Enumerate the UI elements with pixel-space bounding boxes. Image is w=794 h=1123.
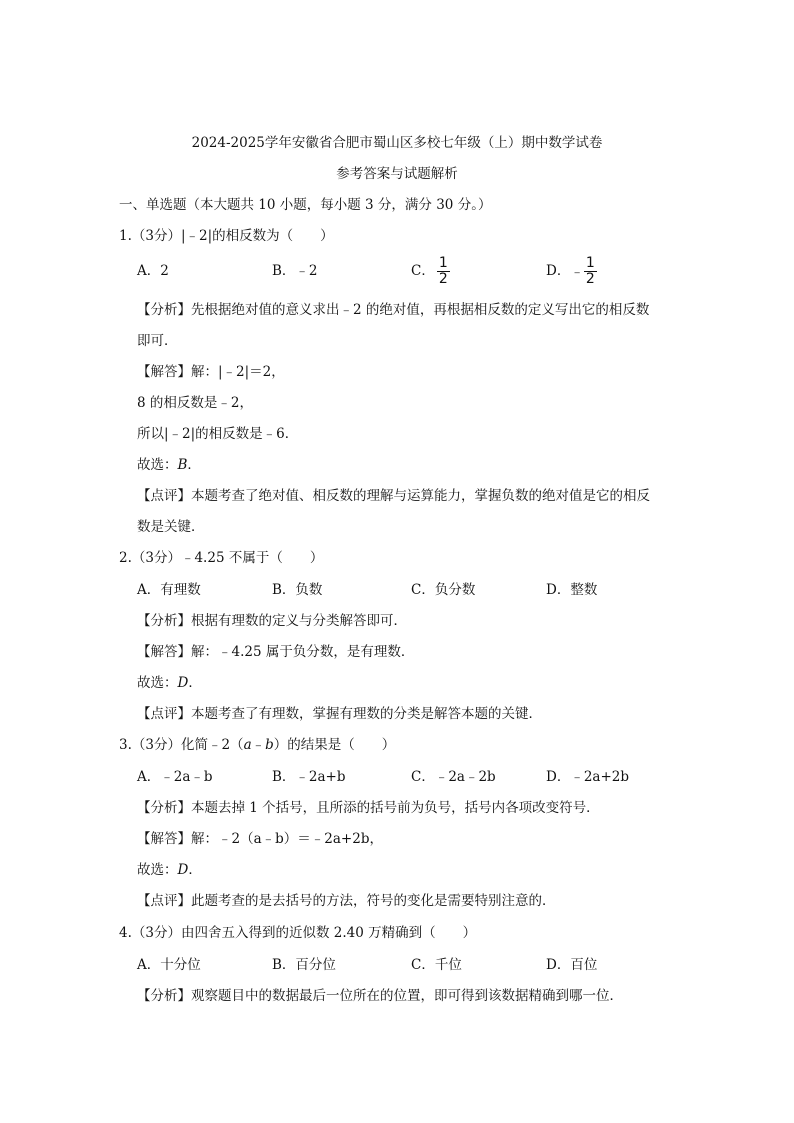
analysis: 【分析】观察题目中的数据最后一位所在的位置，即可得到该数据精确到哪一位． bbox=[137, 988, 623, 1004]
choice-prefix: 故选： bbox=[137, 675, 178, 691]
option-d-label: D． bbox=[546, 263, 571, 279]
analysis: 【分析】先根据绝对值的意义求出﹣2 的绝对值，再根据相反数的定义写出它的相反数 bbox=[137, 302, 650, 318]
answer: 【解答】解：﹣4.25 属于负分数，是有理数． bbox=[137, 644, 415, 660]
section-heading: 一、单选题（本大题共 10 小题，每小题 3 分，满分 30 分。） bbox=[119, 197, 492, 213]
final-choice bbox=[137, 455, 201, 475]
option-d: D．﹣2a+2b bbox=[546, 769, 630, 785]
variable-a: a bbox=[243, 737, 252, 753]
fraction-numerator: 1 bbox=[438, 255, 448, 271]
choice-letter: D bbox=[177, 862, 189, 878]
option-c: C．﹣2a﹣2b bbox=[411, 769, 496, 785]
fraction-denominator: 2 bbox=[438, 271, 448, 287]
choice-suffix: ． bbox=[188, 675, 202, 691]
choice-suffix: ． bbox=[188, 862, 202, 878]
option-d bbox=[546, 256, 597, 287]
page-subtitle: 参考答案与试题解析 bbox=[336, 166, 458, 182]
answer-line: 8 的相反数是﹣2， bbox=[137, 395, 253, 411]
question-stem: 1.（3分）|﹣2|的相反数为（ ） bbox=[119, 228, 334, 244]
final-choice bbox=[137, 860, 202, 880]
choice-prefix: 故选： bbox=[137, 862, 178, 878]
option-d: D．整数 bbox=[546, 582, 598, 598]
option-c: C．千位 bbox=[411, 957, 462, 973]
choice-prefix: 故选： bbox=[137, 457, 178, 473]
negative-sign: ﹣ bbox=[570, 263, 584, 280]
analysis-continued: 即可． bbox=[137, 333, 178, 349]
choice-letter: B bbox=[177, 457, 188, 473]
answer-line: 所以|﹣2|的相反数是﹣6． bbox=[137, 426, 299, 442]
fraction bbox=[437, 256, 450, 287]
option-b: B．﹣2 bbox=[272, 263, 318, 279]
comment: 【点评】本题考查了有理数，掌握有理数的分类是解答本题的关键． bbox=[137, 706, 542, 722]
option-b: B．﹣2a+b bbox=[272, 769, 346, 785]
stem-text: ）的结果是（ ） bbox=[273, 737, 396, 753]
comment: 【点评】本题考查了绝对值、相反数的理解与运算能力，掌握负数的绝对值是它的相反 bbox=[137, 488, 650, 504]
option-c bbox=[411, 256, 450, 287]
option-a: A．﹣2a﹣b bbox=[137, 769, 213, 785]
option-d: D．百位 bbox=[546, 957, 598, 973]
fraction-denominator: 2 bbox=[585, 271, 595, 287]
final-choice bbox=[137, 673, 202, 693]
analysis: 【分析】本题去掉 1 个括号，且所添的括号前为负号，括号内各项改变符号． bbox=[137, 800, 600, 816]
variable-b: b bbox=[265, 737, 274, 753]
comment-continued: 数是关键． bbox=[137, 519, 205, 535]
option-a: A．有理数 bbox=[137, 582, 201, 598]
analysis: 【分析】根据有理数的定义与分类解答即可． bbox=[137, 613, 407, 629]
option-b: B．百分位 bbox=[272, 957, 336, 973]
option-a: A．2 bbox=[137, 263, 169, 279]
minus-sign: ﹣ bbox=[251, 737, 266, 753]
option-c-label: C． bbox=[411, 263, 435, 279]
option-a: A．十分位 bbox=[137, 957, 201, 973]
question-stem: 4.（3分）由四舍五入得到的近似数 2.40 万精确到（ ） bbox=[119, 925, 477, 941]
page-title: 2024-2025学年安徽省合肥市蜀山区多校七年级（上）期中数学试卷 bbox=[191, 135, 603, 151]
answer: 【解答】解：﹣2（a﹣b）＝﹣2a+2b， bbox=[137, 831, 383, 847]
fraction bbox=[584, 256, 597, 287]
fraction-numerator: 1 bbox=[585, 255, 595, 271]
stem-text: 3.（3分）化简﹣2（ bbox=[119, 737, 244, 753]
choice-letter: D bbox=[177, 675, 189, 691]
option-b: B．负数 bbox=[272, 582, 323, 598]
question-stem: 2.（3分）﹣4.25 不属于（ ） bbox=[119, 550, 324, 566]
choice-suffix: ． bbox=[187, 457, 201, 473]
comment: 【点评】此题考查的是去括号的方法，符号的变化是需要特别注意的． bbox=[137, 893, 556, 909]
answer: 【解答】解：|﹣2|＝2， bbox=[137, 364, 285, 380]
question-stem bbox=[119, 735, 395, 755]
option-c: C．负分数 bbox=[411, 582, 476, 598]
